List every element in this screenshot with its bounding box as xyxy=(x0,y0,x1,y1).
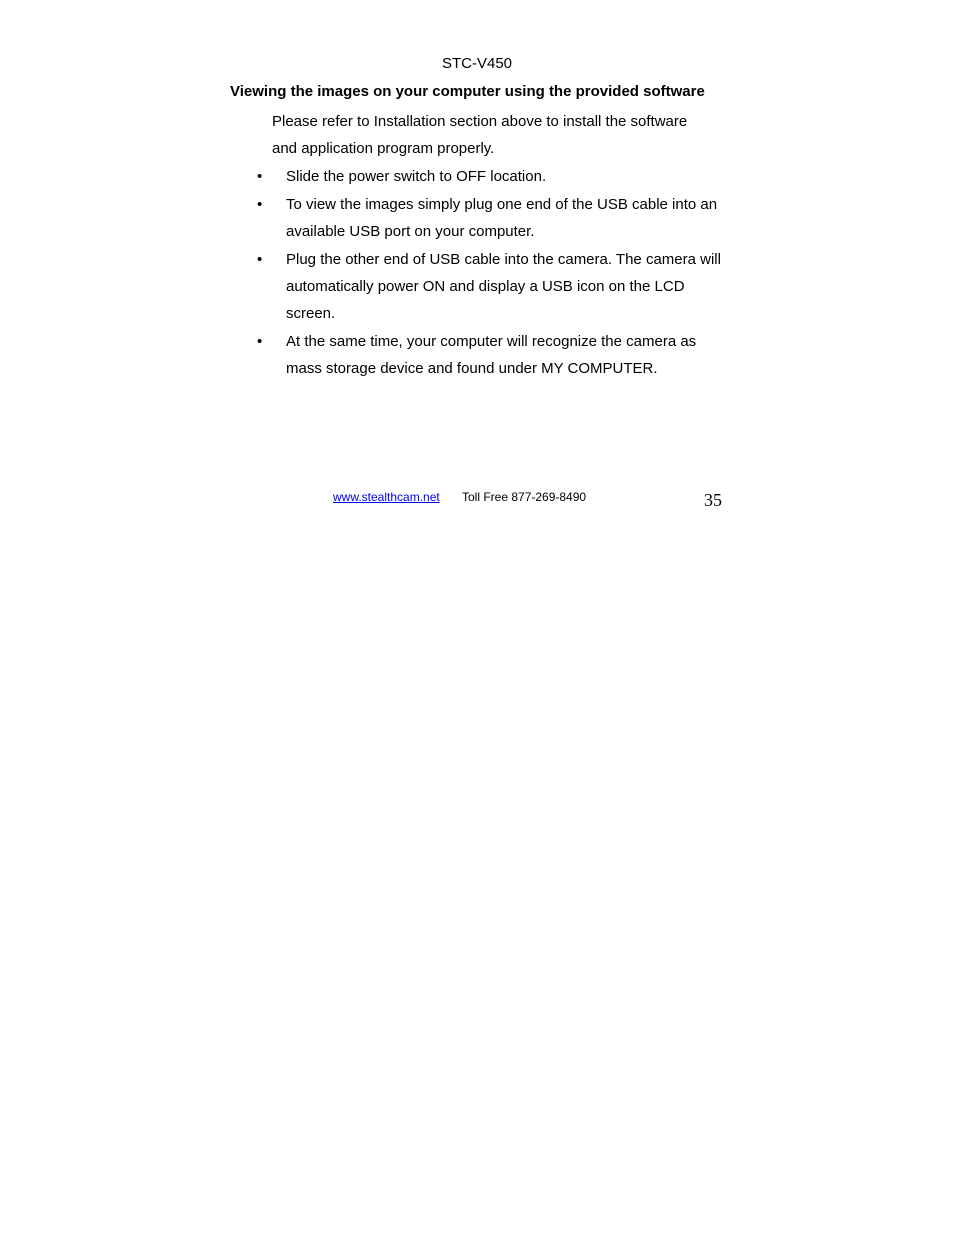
bullet-icon: • xyxy=(257,168,263,185)
website-link[interactable]: www.stealthcam.net xyxy=(333,490,440,504)
list-item xyxy=(255,191,725,245)
instruction-list xyxy=(255,163,725,383)
list-item xyxy=(255,328,725,382)
intro-paragraph: Please refer to Installation section above to install the software and application program properly. xyxy=(272,113,688,157)
bullet-icon: • xyxy=(257,333,263,350)
list-item-text: Plug the other end of USB cable into the camera. The camera will automatically power ON and display a USB icon on the LCD screen. xyxy=(286,251,721,322)
section-heading: Viewing the images on your computer using the provided software xyxy=(230,83,705,100)
list-item-text: To view the images simply plug one end of the USB cable into an available USB port on your computer. xyxy=(286,196,718,240)
toll-free-phone: Toll Free 877-269-8490 xyxy=(462,490,587,504)
bullet-icon: • xyxy=(257,196,263,213)
list-item-text: At the same time, your computer will recognize the camera as mass storage device and found under MY COMPUTER. xyxy=(286,333,697,377)
list-item xyxy=(255,163,725,190)
page-number: 35 xyxy=(704,490,722,510)
document-model-header: STC-V450 xyxy=(441,55,513,72)
list-item xyxy=(255,246,725,327)
list-item-text: Slide the power switch to OFF location. xyxy=(286,168,547,185)
bullet-icon: • xyxy=(257,251,263,268)
